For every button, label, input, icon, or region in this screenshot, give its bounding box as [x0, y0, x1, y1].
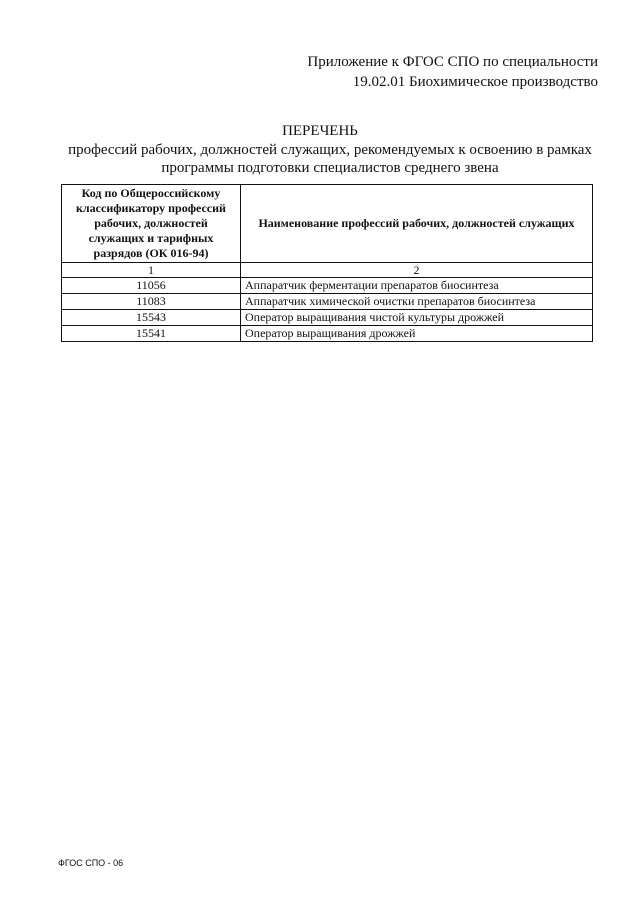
document-subtitle: профессий рабочих, должностей служащих, рекомендуемых к освоению в рамках программы подготовки специалистов среднего звена [68, 142, 592, 176]
column-number-1: 1 [62, 263, 241, 278]
row-name: Оператор выращивания дрожжей [241, 326, 593, 342]
table-row [62, 326, 593, 342]
header-code: Код по Общероссийскому классификатору профессий рабочих, должностей служащих и тарифных разрядов (ОК 016-94) [62, 185, 241, 263]
row-code: 11056 [62, 278, 241, 294]
row-name: Аппаратчик химической очистки препаратов биосинтеза [241, 294, 593, 310]
table-row [62, 310, 593, 326]
table-header-row [62, 185, 593, 263]
table-row [62, 278, 593, 294]
row-name: Оператор выращивания чистой культуры дрожжей [241, 310, 593, 326]
appendix-header [307, 52, 598, 92]
document-title: ПЕРЕЧЕНЬ [282, 123, 358, 139]
table-row [62, 294, 593, 310]
row-code: 15543 [62, 310, 241, 326]
appendix-line-2: 19.02.01 Биохимическое производство [352, 74, 598, 90]
row-code: 11083 [62, 294, 241, 310]
column-number-2: 2 [241, 263, 593, 278]
appendix-line-1: Приложение к ФГОС СПО по специальности [307, 54, 598, 70]
row-name: Аппаратчик ферментации препаратов биосинтеза [241, 278, 593, 294]
row-code: 15541 [62, 326, 241, 342]
header-name: Наименование профессий рабочих, должностей служащих [241, 185, 593, 263]
column-number-row [62, 263, 593, 278]
professions-table [61, 184, 593, 342]
page-footer: ФГОС СПО - 06 [58, 858, 124, 868]
